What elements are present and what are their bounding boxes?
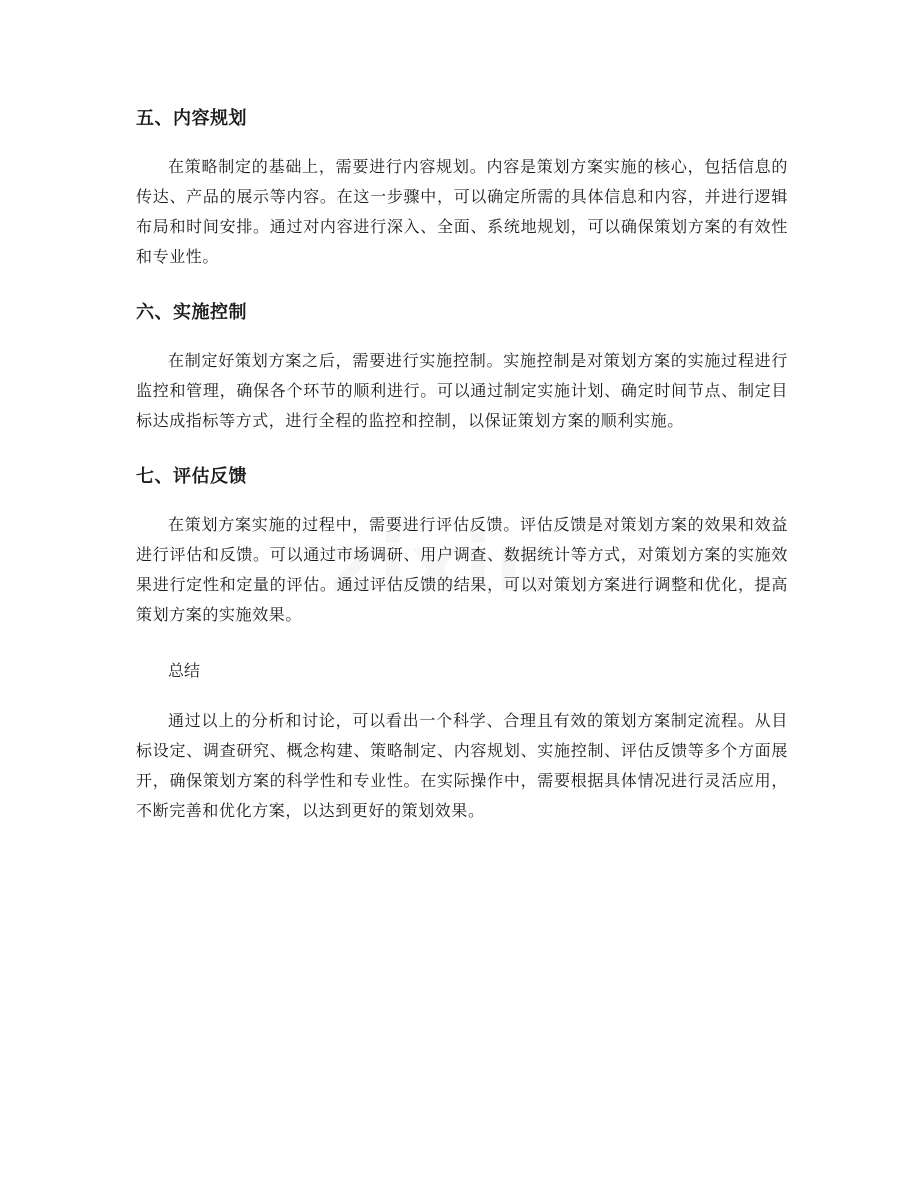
document-body: [136, 104, 788, 852]
section-heading-content-planning: 五、内容规划: [136, 108, 247, 129]
section-heading-implementation-control: 六、实施控制: [136, 302, 247, 323]
section-paragraph-implementation-control: 在制定好策划方案之后，需要进行实施控制。实施控制是对策划方案的实施过程进行监控和管理，确保各个环节的顺利进行。可以通过制定实施计划、确定时间节点、制定目标达成指标等方式，进行全程的监控和控制，以保证策划方案的顺利实施。: [136, 351, 788, 430]
summary-label: 总结: [168, 661, 201, 680]
section-paragraph-content-planning: 在策略制定的基础上，需要进行内容规划。内容是策划方案实施的核心，包括信息的传达、产品的展示等内容。在这一步骤中，可以确定所需的具体信息和内容，并进行逻辑布局和时间安排。通过对内容进行深入、全面、系统地规划，可以确保策划方案的有效性和专业性。: [136, 157, 788, 266]
section-paragraph-evaluation-feedback: 在策划方案实施的过程中，需要进行评估反馈。评估反馈是对策划方案的效果和效益进行评估和反馈。可以通过市场调研、用户调查、数据统计等方式，对策划方案的实施效果进行定性和定量的评估。通过评估反馈的结果，可以对策划方案进行调整和优化，提高策划方案的实施效果。: [136, 515, 788, 624]
summary-paragraph: 通过以上的分析和讨论，可以看出一个科学、合理且有效的策划方案制定流程。从目标设定、调查研究、概念构建、策略制定、内容规划、实施控制、评估反馈等多个方面展开，确保策划方案的科学性和专业性。在实际操作中，需要根据具体情况进行灵活应用，不断完善和优化方案，以达到更好的策划效果。: [136, 711, 788, 820]
section-heading-evaluation-feedback: 七、评估反馈: [136, 466, 247, 487]
